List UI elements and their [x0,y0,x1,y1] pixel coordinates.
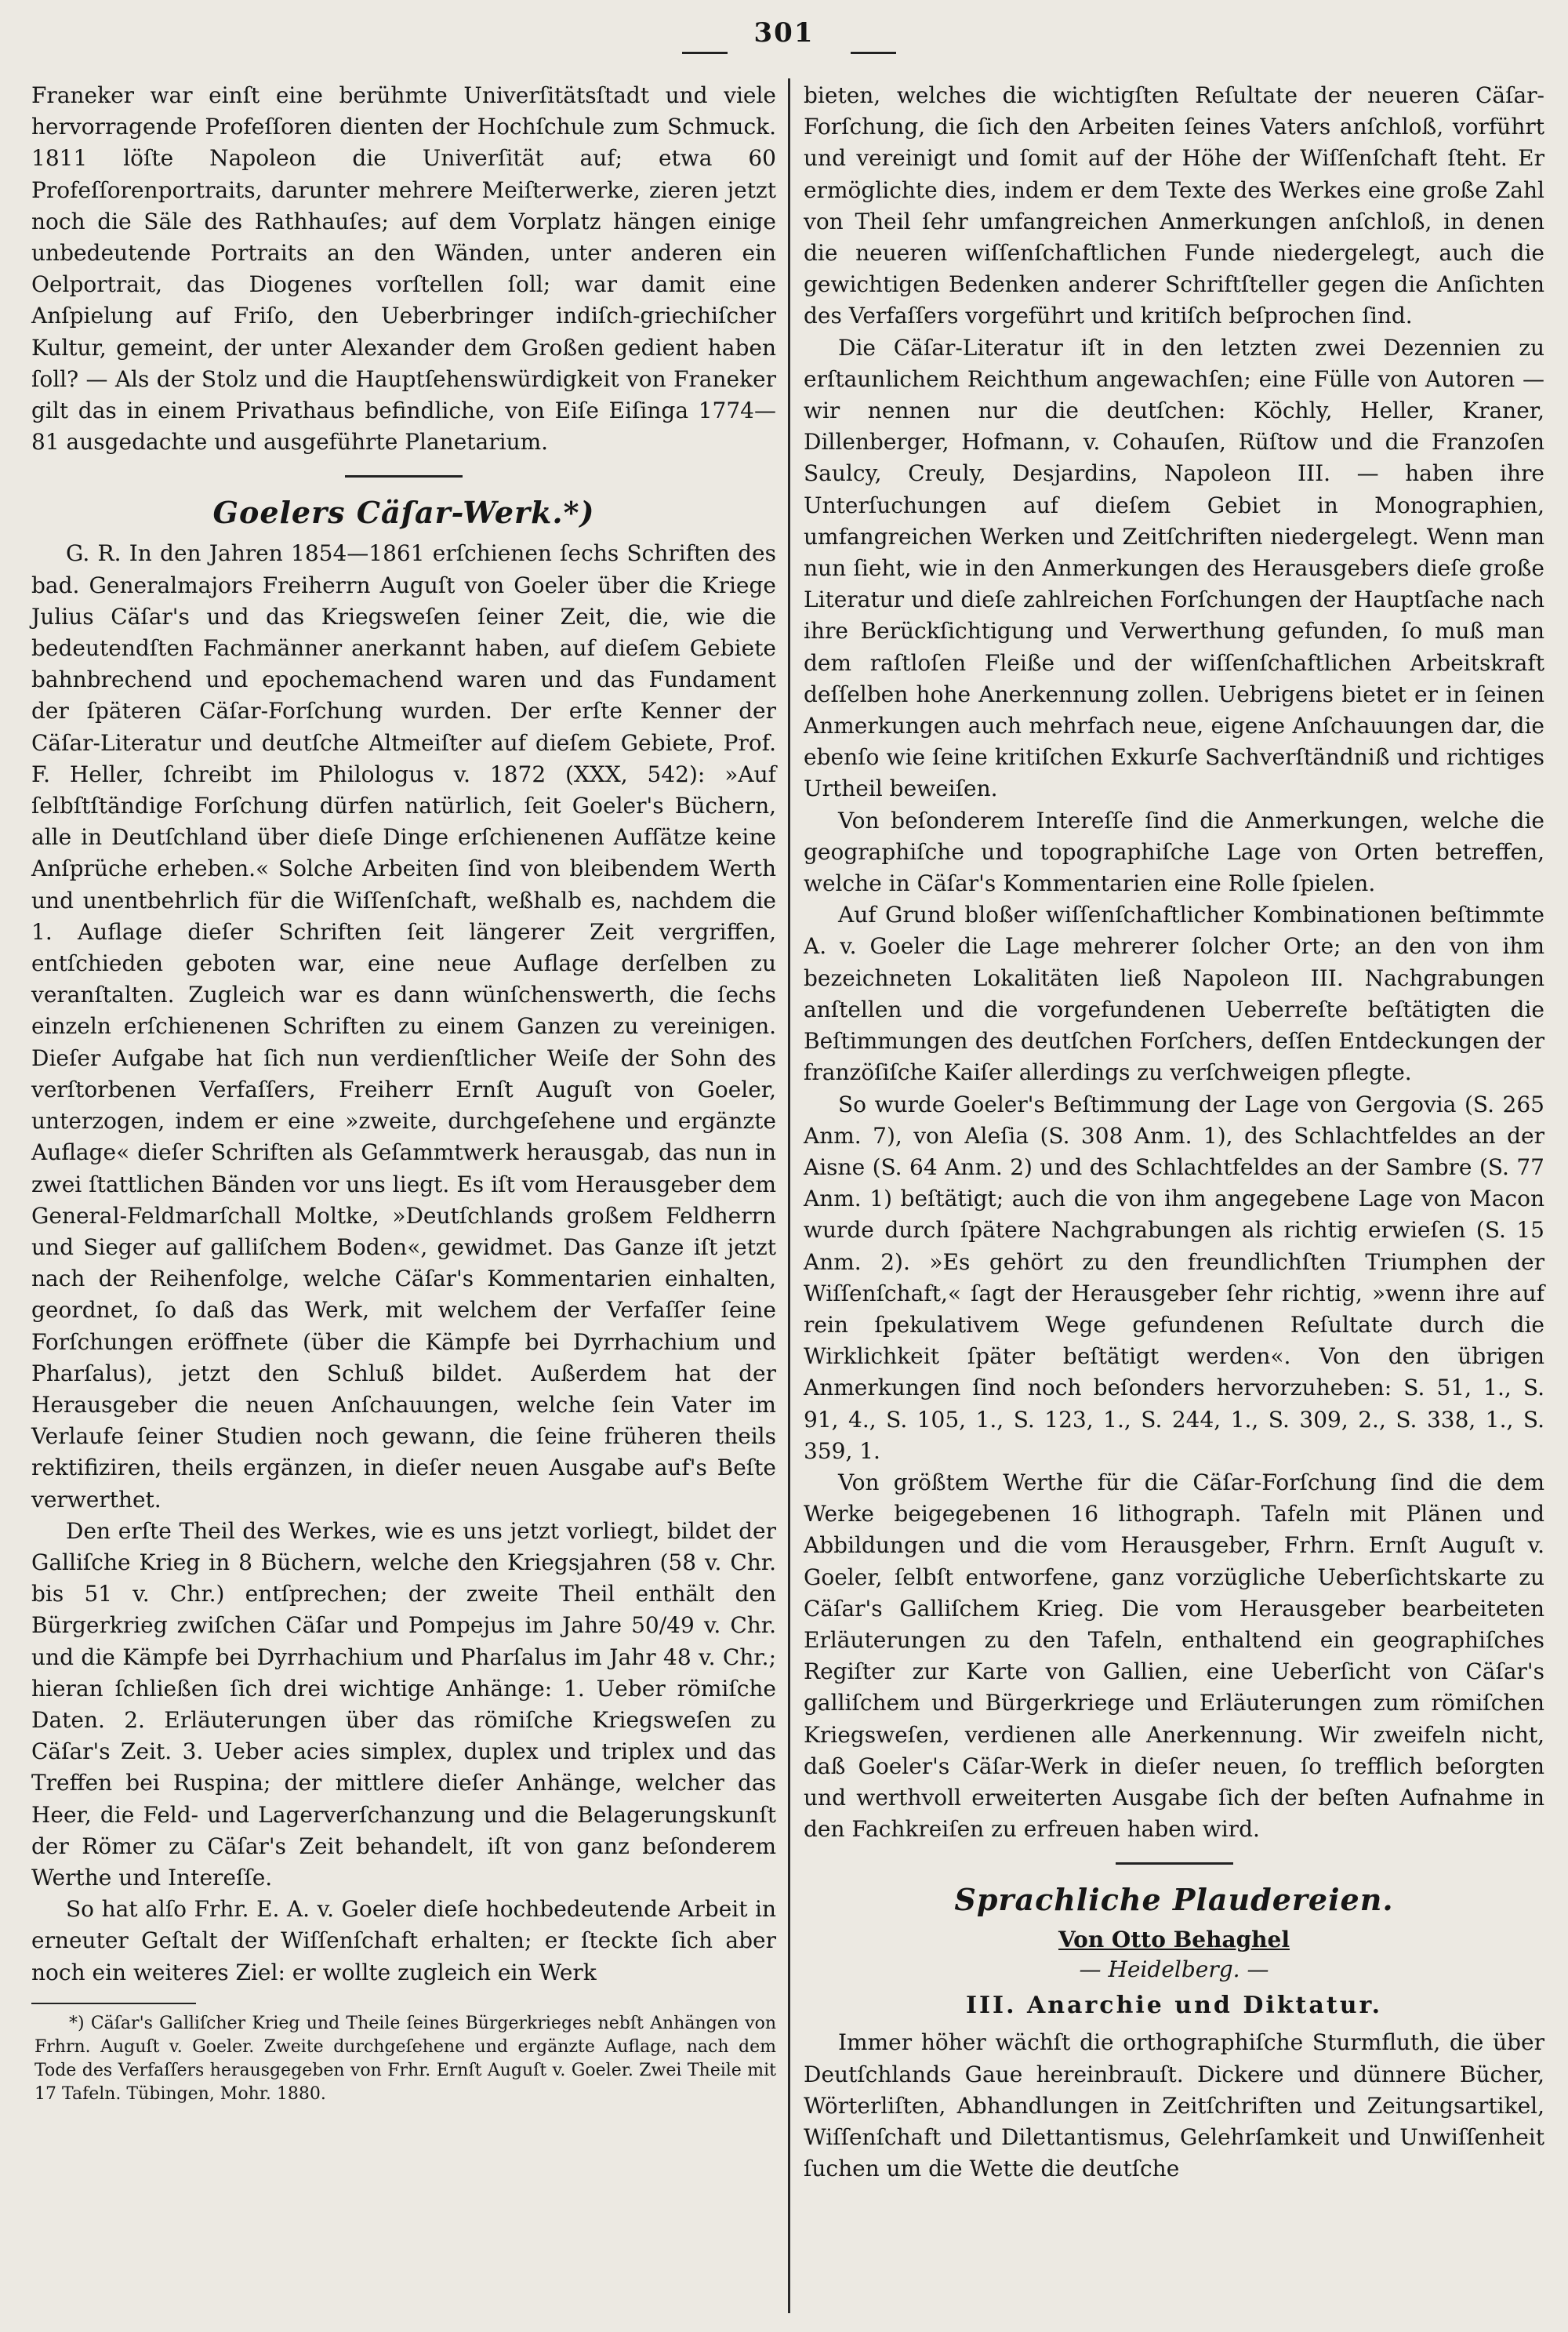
article2-subtitle: III. Anarchie und Diktatur. [965,1992,1383,2020]
section-separator [345,475,463,478]
header-rule-left [682,52,728,54]
column-divider [788,78,790,2313]
left-column [31,80,776,2106]
right-column [804,80,1544,2185]
article2-place: — Heidelberg. — [1079,1956,1269,1983]
article-paragraph: Von größtem Werthe für die Cäſar-Forſchung ſind die dem Werke beigegebenen 16 lithograph. Tafeln mit Plänen und Abbildungen und die vom Herausgeber, Frhrn. Ernſt Auguſt v. Goeler, ſelbſt entworfene, ganz vorzügliche Ueberſichtskarte zu Cäſar's Galliſchem Krieg. Die vom Herausgeber bearbeiteten Erläuterungen zu den Tafeln, enthaltend ein geographiſches Regiſter zur Karte von Gallien, eine Ueberſicht von Cäſar's galliſchem und Bürgerkriege und Erläuterungen zum römiſchen Kriegsweſen, verdienen alle Anerkennung. Wir zweifeln nicht, daß Goeler's Cäſar-Werk in dieſer neuen, ſo trefflich beſorgten und werthvoll erweiterten Ausgabe ſich der beſten Aufnahme in den Fachkreiſen zu erfreuen haben wird. [804,1469,1544,1843]
article-paragraph: bieten, welches die wichtigſten Reſultate der neueren Cäſar-Forſchung, die ſich den Arbeiten ſeines Vaters anſchloß, vorführt und vereinigt und ſomit auf der Höhe der Wiſſenſchaft ſteht. Er ermöglichte dies, indem er dem Texte des Werkes eine große Zahl von Theil ſehr umfangreichen Anmerkungen anſchloß, in denen die neueren wiſſenſchaftlichen Funde niedergelegt, auch die gewichtigen Bedenken anderer Schriftſteller gegen die Anſichten des Verfaſſers vorgeführt und kritiſch beſprochen ſind. [804,82,1544,329]
article-paragraph: Den erſte Theil des Werkes, wie es uns jetzt vorliegt, bildet der Galliſche Krieg in 8 Büchern, welche den Kriegsjahren (58 v. Chr. bis 51 v. Chr.) entſprechen; der zweite Theil enthält den Bürgerkrieg zwiſchen Cäſar und Pompejus im Jahre 50/49 v. Chr. und die Kämpfe bei Dyrrhachium und Pharſalus im Jahr 48 v. Chr.; hieran ſchließen ſich drei wichtige Anhänge: 1. Ueber römiſche Daten. 2. Erläuterungen über das römiſche Kriegsweſen zu Cäſar's Zeit. 3. Ueber acies simplex, duplex und triplex und das Treffen bei Ruspina; der mittlere dieſer Anhänge, welcher das Heer, die Feld- und Lagerverſchanzung und die Belagerungskunſt der Römer zu Cäſar's Zeit behandelt, iſt von ganz beſonderem Werthe und Intereſſe. [31,1517,776,1891]
article-paragraph: So hat alſo Frhr. E. A. v. Goeler dieſe hochbedeutende Arbeit in erneuter Geſtalt der Wiſſenſchaft erhalten; er ſteckte ſich aber noch ein weiteres Ziel: er wollte zugleich ein Werk [31,1896,776,1985]
article2-byline: Von Otto Behaghel [1058,1927,1290,1953]
article-paragraph: Von beſonderem Intereſſe ſind die Anmerkungen, welche die geographiſche und topographiſche Lage von Orten betreffen, welche in Cäſar's Kommentarien eine Rolle ſpielen. [804,807,1544,897]
article-paragraph: G. R. In den Jahren 1854—1861 erſchienen ſechs Schriften des bad. Generalmajors Freiherrn Auguſt von Goeler über die Kriege Julius Cäſar's und das Kriegsweſen ſeiner Zeit, die, wie die bedeutendſten Fachmänner anerkannt haben, auf dieſem Gebiete bahnbrechend und epochemachend waren und das Fundament der ſpäteren Cäſar-Forſchung wurden. Der erſte Kenner der Cäſar-Literatur und deutſche Altmeiſter auf dieſem Gebiete, Prof. F. Heller, ſchreibt im Philologus v. 1872 (XXX, 542): »Auf ſelbſtſtändige Forſchung dürfen natürlich, ſeit Goeler's Büchern, alle in Deutſchland über dieſe Dinge erſchienenen Aufſätze keine Anſprüche erheben.« Solche Arbeiten ſind von bleibendem Werth und unentbehrlich für die Wiſſenſchaft, weßhalb es, nachdem die 1. Auflage dieſer Schriften ſeit längerer Zeit vergriffen, entſchieden geboten war, eine neue Auflage derſelben zu veranſtalten. Zugleich war es dann wünſchenswerth, die ſechs einzeln erſchienenen Schriften zu einem Ganzen zu vereinigen. Dieſer Aufgabe hat ſich nun verdienſtlicher Weiſe der Sohn des verſtorbenen Verfaſſers, Freiherr Ernſt Auguſt von Goeler, unterzogen, indem er eine »zweite, durchgeſehene und ergänzte Auflage« dieſer Schriften als Geſammtwerk herausgab, das nun in zwei ſtattlichen Bänden vor uns liegt. Es iſt vom Herausgeber dem General-Feldmarſchall Moltke, »Deutſchlands großem Feldherrn und Sieger auf galliſchem Boden«, gewidmet. Das Ganze iſt jetzt nach der Reihenfolge, welche Cäſar's Kommentarien einhalten, geordnet, ſo daß das Werk, mit welchem der Verfaſſer ſeine Forſchungen eröffnete (über die Kämpfe bei Dyrrhachium und Pharſalus), jetzt den Schluß bildet. Außerdem hat der Herausgeber die neuen Anſchauungen, welche ſein Vater im Verlaufe ſeiner Studien noch gewann, die ſeine früheren theils rektifiziren, theils ergänzen, in dieſer neuen Ausgabe auf's Beſte verwerthet. [31,540,776,1513]
article-paragraph: Auf Grund bloßer wiſſenſchaftlicher Kombinationen beſtimmte A. v. Goeler die Lage mehrerer ſolcher Orte; an den von ihm bezeichneten Lokalitäten ließ Napoleon III. Nachgrabungen anſtellen und die vorgefundenen Ueberreſte beſtätigten die Beſtimmungen des deutſchen Forſchers, deſſen Entdeckungen der franzöſiſche Kaiſer allerdings zu verſchweigen pflegte. [804,902,1544,1086]
footnote-text: *) Cäſar's Galliſcher Krieg und Theile ſeines Bürgerkrieges nebſt Anhängen von Frhrn. Auguſt v. Goeler. Zweite durchgeſehene und ergänzte Auflage, nach dem Tode des Verfaſſers herausgegeben von Frhr. Ernſt Auguſt v. Goeler. Zwei Theile mit 17 Tafeln. Tübingen, Mohr. 1880. [34,2013,776,2104]
page-number: 301 [753,17,815,49]
franeker-paragraph: Franeker war einſt eine berühmte Univerſitätsſtadt und viele hervorragende Profeſſoren dienten der Hochſchule zum Schmuck. 1811 löſte Napoleon die Univerſität auf; etwa 60 Profeſſorenportraits, darunter mehrere Meiſterwerke, zieren jetzt noch die Säle des Rathhauſes; auf dem Vorplatz hängen einige unbedeutende Portraits an den Wänden, unter anderen ein Oelportrait, das Diogenes vorſtellen ſoll; war damit eine Anſpielung auf Friſo, den Ueberbringer indiſch-griechiſcher Kultur, gemeint, der unter Alexander dem Großen gedient haben ſoll? — Als der Stolz und die Hauptſehenswürdigkeit von Franeker gilt das in einem Privathaus befindliche, von Eiſe Eiſinga 1774—81 ausgedachte und ausgeführte Planetarium. [31,82,776,456]
article-paragraph: So wurde Goeler's Beſtimmung der Lage von Gergovia (S. 265 Anm. 7), von Aleſia (S. 308 Anm. 1), des Schlachtfeldes an der Aisne (S. 64 Anm. 2) und des Schlachtfeldes an der Sambre (S. 77 Anm. 1) beſtätigt; auch die von ihm angegebene Lage von Macon wurde durch ſpätere Nachgrabungen als richtig erwieſen (S. 15 Anm. 2). »Es gehört zu den freundlichſten Triumphen der Wiſſenſchaft,« ſagt der Herausgeber ſehr richtig, »wenn ihre auf rein ſpekulativem Wege gefundenen Reſultate durch die Wirklichkeit ſpäter beſtätigt werden«. Von den übrigen Anmerkungen ſind noch beſonders hervorzuheben: S. 51, 1., S. 91, 4., S. 105, 1., S. 123, 1., S. 244, 1., S. 309, 2., S. 338, 1., S. 359, 1. [804,1091,1544,1464]
header-rule-right [851,52,896,54]
footnote-rule [31,2003,196,2004]
article-paragraph: Die Cäſar-Literatur iſt in den letzten zwei Dezennien zu erſtaunlichem Reichthum angewachſen; eine Fülle von Autoren — wir nennen nur die deutſchen: Köchly, Heller, Kraner, Dillenberger, Hofmann, v. Cohauſen, Rüſtow und die Franzoſen Saulcy, Creuly, Desjardins, Napoleon III. — haben ihre Unterſuchungen auf dieſem Gebiet in Monographien, umfangreichen Werken und Zeitſchriften niedergelegt. Wenn man nun ſieht, wie in den Anmerkungen des Herausgebers dieſe große Literatur und dieſe zahlreichen Forſchungen der Hauptſache nach ihre Berückſichtigung und Verwerthung gefunden, ſo muß man dem raſtloſen Fleiße und der wiſſenſchaftlichen Arbeitskraft deſſelben hohe Anerkennung zollen. Uebrigens bietet er in ſeinen Anmerkungen auch mehrfach neue, eigene Anſchauungen dar, die ebenſo wie ſeine kritiſchen Exkurſe Sachverſtändniß und richtiges Urtheil beweiſen. [804,334,1544,802]
article-title: Goelers Cäſar-Werk.*) [212,495,595,531]
article2-title: Sprachliche Plaudereien. [954,1882,1394,1918]
section-separator [1116,1862,1233,1865]
article2-paragraph: Immer höher wächſt die orthographiſche Sturmfluth, die über Deutſchlands Gaue hereinbrauſt. Dickere und dünnere Bücher, Wörterliſten, Abhandlungen in Zeitſchriften und Zeitungsartikel, Wiſſenſchaft und Dilettantismus, Gelehrſamkeit und Unwiſſenheit ſuchen um die Wette die deutſche [804,2029,1544,2182]
footnote [31,2012,776,2106]
